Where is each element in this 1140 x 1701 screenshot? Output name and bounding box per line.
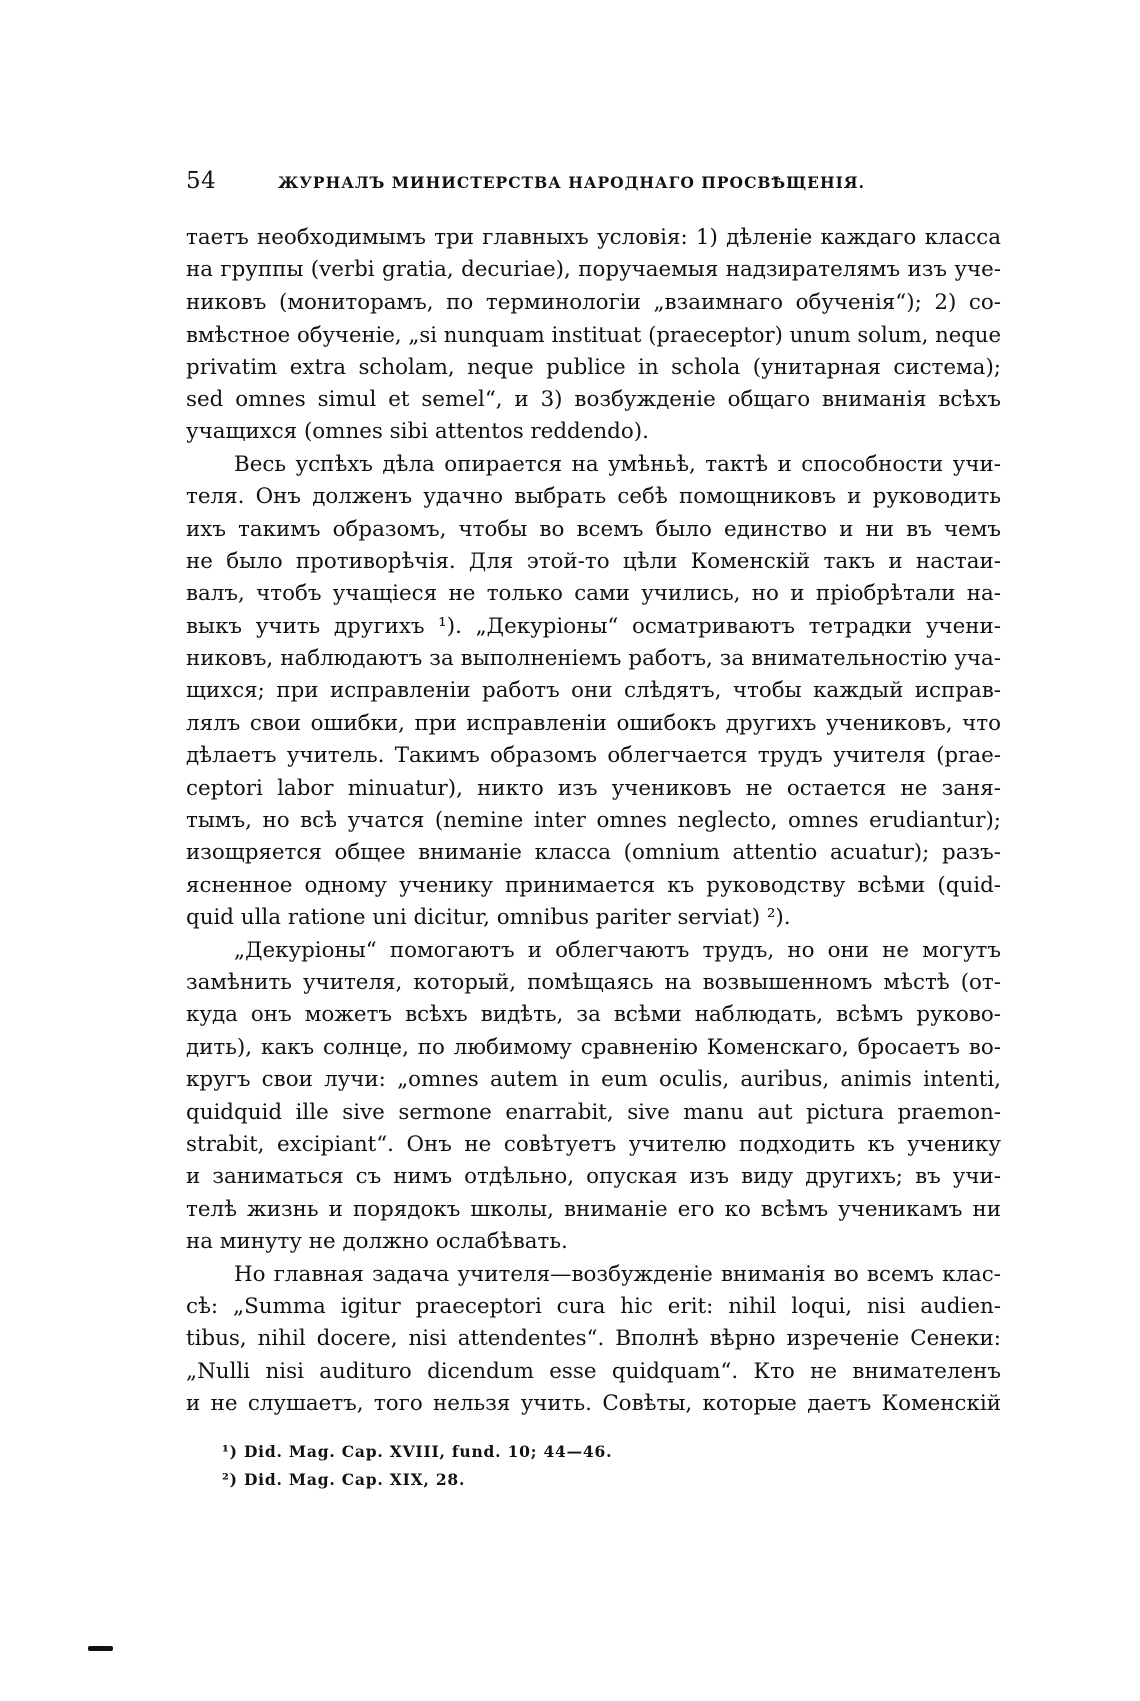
text-line: тымъ, но всѣ учатся (nemine inter omnes neglecto, omnes erudiantur); (186, 808, 1001, 834)
text-line: strabit, excipiant“. Онъ не совѣтуетъ учителю подходить къ ученику (186, 1131, 1001, 1157)
text-line: изощряется общее вниманіе класса (omnium attentio acuatur); разъ- (186, 840, 1001, 866)
text-line: сѣ: „Summa igitur praeceptori cura hic erit: nihil loqui, nisi audien- (186, 1293, 1001, 1319)
text-line: privatim extra scholam, neque publice in schola (унитарная система); (186, 354, 1001, 380)
footnote-text: Did. Mag. Cap. XIX, 28. (243, 1470, 466, 1489)
text-line: sed omnes simul et semel“, и 3) возбужденіе общаго вниманія всѣхъ (186, 386, 1001, 412)
body-text (186, 222, 1001, 1420)
text-line: ихъ такимъ образомъ, чтобы во всемъ было единство и ни въ чемъ (186, 516, 1001, 542)
text-line: и не слушаетъ, того нельзя учить. Совѣты, которые даетъ Коменскій (186, 1391, 1001, 1417)
text-line: куда онъ можетъ всѣхъ видѣть, за всѣми наблюдать, всѣмъ руково- (186, 1002, 1001, 1028)
scan-edge-mark (88, 1646, 113, 1651)
text-line: никовъ (мониторамъ, по терминологіи „взаимнаго обученія“); 2) со- (186, 289, 1001, 315)
text-line: лялъ свои ошибки, при исправленіи ошибокъ другихъ учениковъ, что (186, 710, 1001, 736)
footnote (222, 1466, 822, 1494)
text-line: на минуту не должно ослабѣвать. (186, 1229, 568, 1255)
text-line: не было противорѣчія. Для этой-то цѣли Коменскій такъ и настаи- (186, 548, 1001, 574)
text-line: и заниматься съ нимъ отдѣльно, опуская изъ виду другихъ; въ учи- (186, 1164, 1001, 1190)
text-line: Весь успѣхъ дѣла опирается на умѣньѣ, тактѣ и способности учи- (234, 451, 1001, 477)
text-line: Но главная задача учителя—возбужденіе вниманія во всемъ клас- (234, 1261, 1001, 1287)
text-line: учащихся (omnes sibi attentos reddendo). (186, 419, 649, 445)
text-line: tibus, nihil docere, nisi attendentes“. Вполнѣ вѣрно изреченіе Сенеки: (186, 1326, 1001, 1352)
footnote (222, 1438, 822, 1466)
text-line: quidquid ille sive sermone enarrabit, sive manu aut pictura praemon- (186, 1099, 1001, 1125)
footnote-text: Did. Mag. Cap. XVIII, fund. 10; 44—46. (243, 1442, 613, 1461)
footnote-marker: ¹) (222, 1442, 238, 1461)
text-line: никовъ, наблюдаютъ за выполненіемъ работъ, за внимательностію уча- (186, 646, 1001, 672)
text-line: кругъ свои лучи: „omnes autem in eum oculis, auribus, animis intenti, (186, 1067, 1001, 1093)
text-line: выкъ учить другихъ ¹). „Декуріоны“ осматриваютъ тетрадки учени- (186, 613, 1001, 639)
text-line: ceptori labor minuatur), никто изъ учениковъ не остается не заня- (186, 775, 1001, 801)
text-line: щихся; при исправленіи работъ они слѣдятъ, чтобы каждый исправ- (186, 678, 1001, 704)
running-title: ЖУРНАЛЪ МИНИСТЕРСТВА НАРОДНАГО ПРОСВѢЩЕНІЯ. (278, 173, 865, 192)
text-line: теля. Онъ долженъ удачно выбрать себѣ помощниковъ и руководить (186, 484, 1001, 510)
footnotes (222, 1438, 822, 1494)
text-line: ясненное одному ученику принимается къ руководству всѣми (quid- (186, 872, 1001, 898)
text-line: телѣ жизнь и порядокъ школы, вниманіе его ко всѣмъ ученикамъ ни (186, 1196, 1001, 1222)
text-line: вмѣстное обученіе, „si nunquam instituat (praeceptor) unum solum, neque (186, 322, 1001, 348)
text-line: замѣнить учителя, который, помѣщаясь на возвышенномъ мѣстѣ (от- (186, 969, 1001, 995)
page-number: 54 (186, 168, 217, 194)
text-line: валъ, чтобъ учащіеся не только сами учились, но и пріобрѣтали на- (186, 581, 1001, 607)
text-line: таетъ необходимымъ три главныхъ условія: 1) дѣленіе каждаго класса (186, 225, 1001, 250)
footnote-marker: ²) (222, 1470, 238, 1489)
text-line: дѣлаетъ учитель. Такимъ образомъ облегчается трудъ учителя (prae- (186, 743, 1001, 769)
text-line: на группы (verbi gratia, decuriae), поручаемыя надзирателямъ изъ уче- (186, 257, 1001, 283)
text-line: quid ulla ratione uni dicitur, omnibus pariter serviat) ²). (186, 905, 791, 931)
text-line: „Nulli nisi audituro dicendum esse quidquam“. Кто не внимателенъ (186, 1358, 1001, 1384)
text-line: „Декуріоны“ помогаютъ и облегчаютъ трудъ, но они не могутъ (234, 937, 1001, 963)
text-line: дить), какъ солнце, по любимому сравненію Коменскаго, бросаетъ во- (186, 1034, 1001, 1060)
page-header (186, 168, 1001, 200)
